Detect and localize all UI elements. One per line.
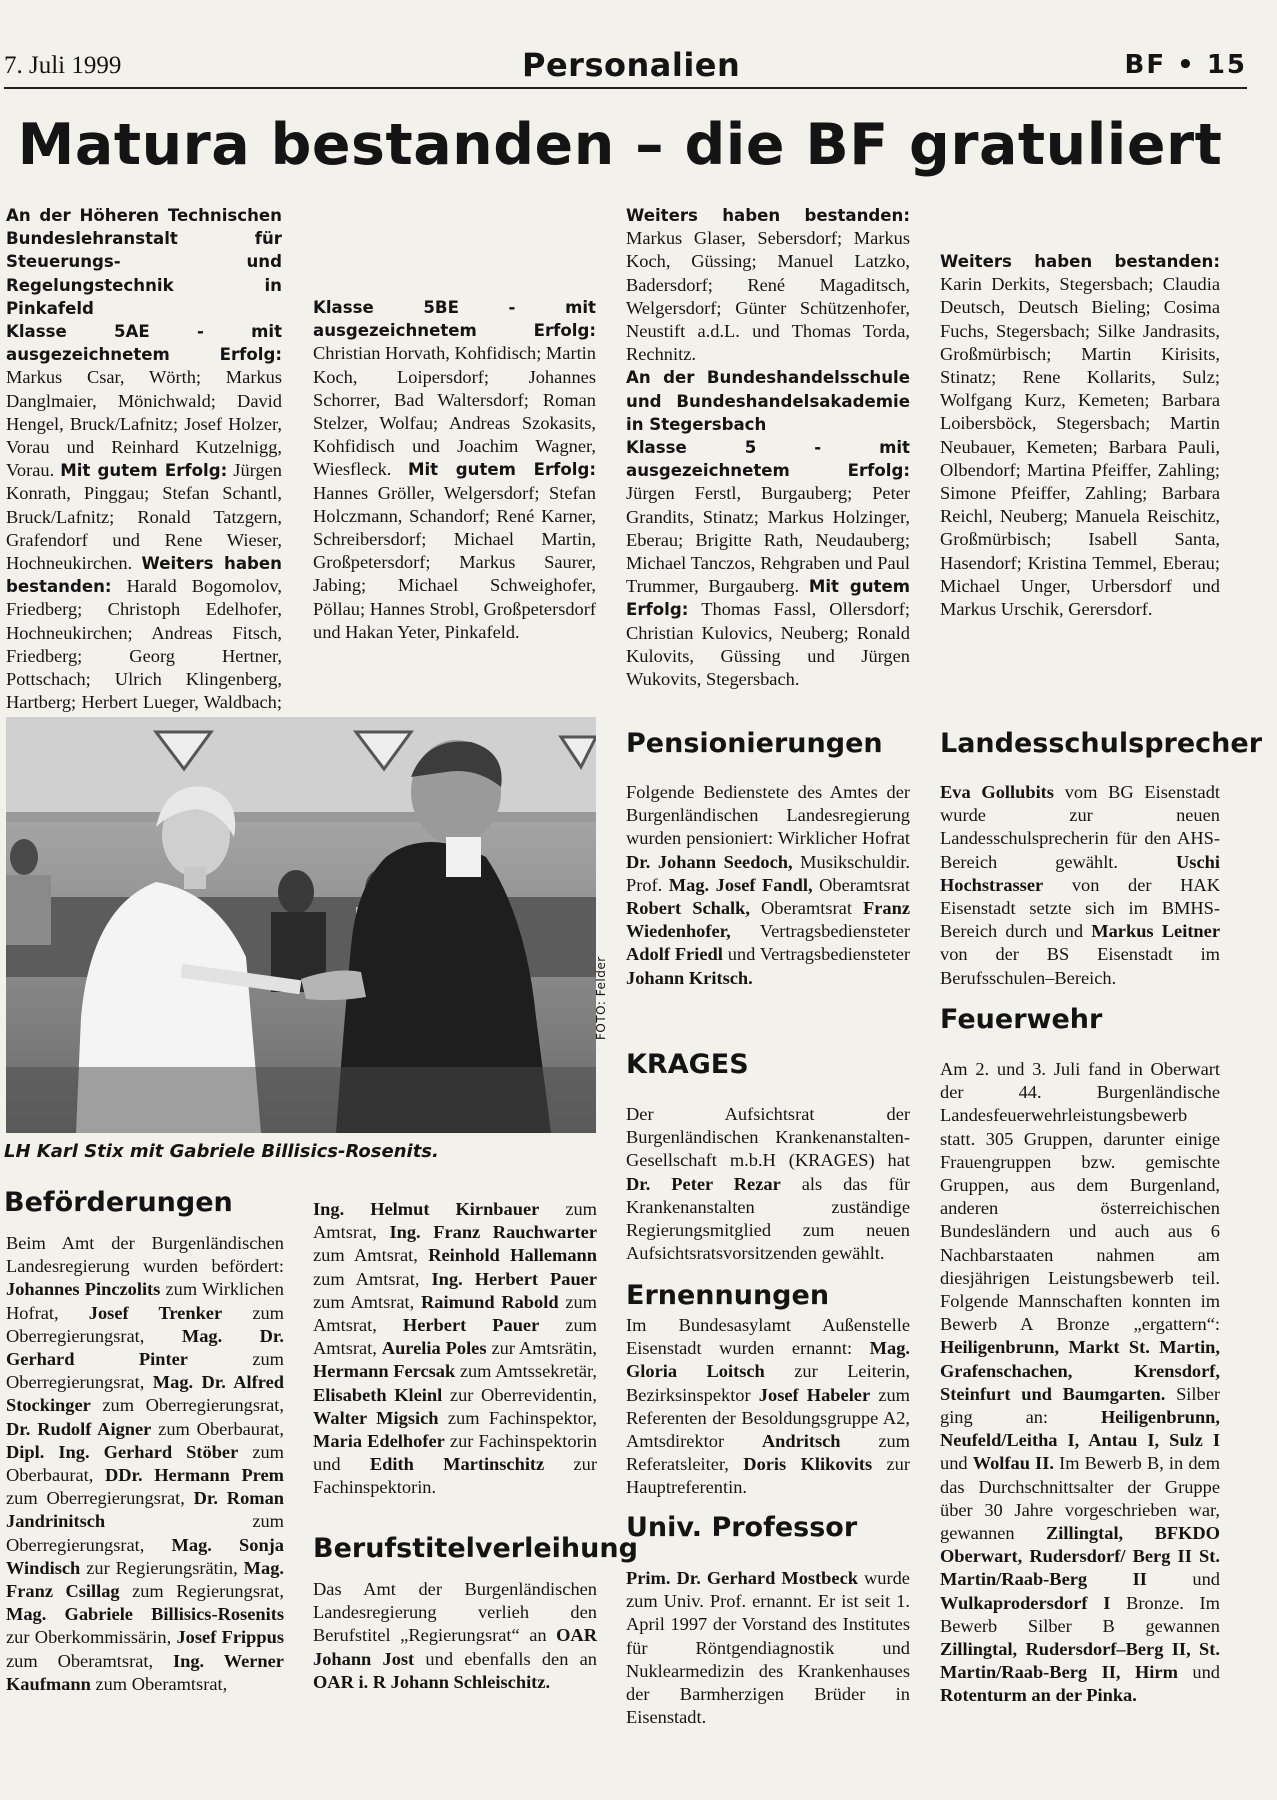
berufstitel-text-2: und ebenfalls den an xyxy=(425,1648,597,1669)
pension-text: Oberamtsrat xyxy=(761,898,852,919)
hak-class-5-label: Klasse 5 - mit ausgezeichnetem Erfolg: xyxy=(626,438,910,481)
ernennungen-text xyxy=(626,1314,910,1500)
pension-name: Dr. Johann Seedoch, xyxy=(626,851,793,872)
promoted-name: DDr. Hermann Prem xyxy=(104,1465,284,1486)
promoted-rank: zum Fachinspektor, xyxy=(447,1407,597,1428)
promoted-name: Raimund Rabold xyxy=(421,1291,559,1312)
feuerwehr-teams: Zillingtal, BFKDO Oberwart, Rudersdorf/ Berg II St. Martin/Raab-Berg II xyxy=(940,1523,1220,1590)
ernennung-name: Doris Klikovits xyxy=(743,1454,873,1475)
promoted-name: Dr. Roman Jandrinitsch xyxy=(6,1488,285,1532)
promoted-name: Mag. Dr. Alfred Stockinger xyxy=(6,1372,284,1416)
promoted-rank: zur Regierungsrätin, xyxy=(86,1557,238,1578)
heading-landesschulsprecher: Landesschulsprecher xyxy=(940,728,1263,759)
berufstitel-name-1: OAR Johann Jost xyxy=(313,1625,597,1669)
class-5ae-names: Markus Csar, Wörth; Markus Danglmaier, Mönichwald; David Hengel, Bruck/Lafnitz; Josef Holzer, Vorau und Reinhard Kutzelnigg, Vorau. xyxy=(6,367,282,481)
promoted-name: Mag. Sonja Windisch xyxy=(6,1534,284,1578)
promoted-rank: zum Oberamtsrat, xyxy=(95,1673,228,1694)
promoted-rank: zum Oberamtsrat, xyxy=(6,1650,154,1671)
befoerderungen-col-1 xyxy=(6,1232,284,1696)
photo-credit: FOTO: Felder xyxy=(594,956,608,1040)
issue-date: 7. Juli 1999 xyxy=(4,52,122,79)
feuerwehr-text: Bronze. Im Bewerb Silber B gewannen xyxy=(940,1592,1220,1636)
promoted-rank: zum Regierungsrat, xyxy=(132,1581,284,1602)
ernennung-text: zur Leiterin, Bezirksinspektor xyxy=(626,1361,910,1405)
krages-text xyxy=(626,1103,910,1265)
feuerwehr-text xyxy=(940,1058,1220,1708)
school-htl-intro: An der Höheren Technischen Bundeslehranstalt für Steuerungs- und Regelungstechnik in Pinkafeld xyxy=(6,206,282,318)
promoted-name: Elisabeth Kleinl xyxy=(313,1384,443,1405)
promoted-rank: zum Oberregierungsrat, xyxy=(6,1488,185,1509)
berufstitel-text xyxy=(313,1578,597,1694)
hak-weiters-label: Weiters haben bestanden: xyxy=(940,252,1220,271)
krages-text-2: als das für Krankenanstalten zuständige Regierungsmitglied zum neuen Aufsichtsratsvorsitzenden gewählt. xyxy=(626,1173,910,1264)
feuerwehr-teams: Rotenturm an der Pinka. xyxy=(940,1685,1137,1706)
promoted-rank: zum Amtsrat, xyxy=(313,1268,420,1289)
class-5ae-weiters-label: Weiters haben bestanden: xyxy=(6,554,282,597)
schulsprecher-text: vom BG Eisenstadt wurde zur neuen Landesschulsprecherin für den AHS-Bereich gewählt. xyxy=(940,782,1220,872)
heading-pensionierungen: Pensionierungen xyxy=(626,728,883,759)
promoted-name: Dipl. Ing. Gerhard Stöber xyxy=(6,1441,239,1462)
schulsprecher-text: von der BS Eisenstadt im Berufsschulen–Bereich. xyxy=(940,944,1220,988)
promoted-name: Ing. Werner Kaufmann xyxy=(6,1650,284,1694)
pension-text: und Vertragsbediensteter xyxy=(727,944,910,965)
hak-class-5-names: Jürgen Ferstl, Burgauberg; Peter Grandits, Stinatz; Markus Holzinger, Eberau; Brigitte Rath, Neudauberg; Michael Tanczos, Rehgraben und Paul Trummer, Burgauberg. xyxy=(626,483,910,597)
heading-befoerderungen: Beförderungen xyxy=(4,1187,233,1218)
class-5ae-gut-label: Mit gutem Erfolg: xyxy=(60,461,228,481)
heading-krages: KRAGES xyxy=(626,1049,749,1080)
feuerwehr-text: und xyxy=(1192,1662,1220,1683)
promoted-rank: zum Amtsrat, xyxy=(313,1199,597,1243)
pension-text: Musikschuldir. Prof. xyxy=(626,851,910,895)
award-photo xyxy=(6,717,596,1133)
promoted-name: Mag. Franz Csillag xyxy=(6,1557,284,1602)
class-5be-weiters-label: Weiters haben bestanden: xyxy=(626,206,910,225)
feuerwehr-text: Am 2. und 3. Juli fand in Oberwart der 44. Burgenländische Landesfeuerwehrleistungsbewerb statt. 305 Gruppen, darunter einige Frauengruppen bzw. gemischte Gruppen, aus dem Burgenland, anderen österreichischen Bundesländern und auch aus 6 Nachbarstaaten nahmen am diesjährigen Leistungsbewerb teil. Folgende Mannschaften konnten im Bewerb A Bronze „ergattern“: xyxy=(940,1059,1220,1335)
befoerderungen-col-2 xyxy=(313,1198,597,1500)
pension-name: Robert Schalk, xyxy=(626,898,750,919)
article-column-4 xyxy=(940,250,1220,621)
promoted-name: Josef Frippus xyxy=(176,1627,284,1648)
pension-name: Adolf Friedl xyxy=(626,944,723,965)
schulsprecher-name: Markus Leitner xyxy=(1091,921,1220,942)
pensionierungen-text xyxy=(626,781,910,990)
promoted-rank: zum Amtsrat, xyxy=(313,1315,597,1359)
promoted-rank: zur Fachinspektorin. xyxy=(313,1454,597,1498)
school-hak-intro: An der Bundeshandelsschule und Bundeshandelsakademie in Stegersbach xyxy=(626,368,910,434)
promoted-name: Ing. Helmut Kirnbauer xyxy=(313,1199,540,1219)
promoted-rank: zum Amtsrat, xyxy=(313,1245,418,1266)
class-5be-gut-names: Hannes Gröller, Welgersdorf; Stefan Holczmann, Schandorf; René Karner, Schreibersdorf; Michael Martin, Großpetersdorf; Markus Saurer, Jabing; Michael Schweighofer, Pöllau; Hannes Strobl, Großpetersdorf und Hakan Yeter, Pinkafeld. xyxy=(313,482,596,642)
befoerderungen-intro: Beim Amt der Burgenländischen Landesregierung wurden befördert: xyxy=(6,1233,284,1277)
pension-name: Johann Kritsch. xyxy=(626,967,753,988)
promoted-rank: zum Oberbaurat, xyxy=(6,1441,284,1486)
krages-text-1: Der Aufsichtsrat der Burgenländischen Krankenanstalten-Gesellschaft m.b.H (KRAGES) hat xyxy=(626,1104,910,1171)
ernennung-text: zum Referenten der Besoldungsgruppe A2, Amtsdirektor xyxy=(626,1384,910,1452)
promoted-rank: zum Amtsrat, xyxy=(313,1291,597,1336)
professor-description: wurde zum Univ. Prof. ernannt. Er ist seit 1. April 1997 der Vorstand des Institutes für Röntgendiagnostik und Nuklearmedizin des Krankenhauses der Barmherzigen Brüder in Eisenstadt. xyxy=(626,1568,910,1728)
promoted-rank: zur Fachinspektorin und xyxy=(313,1431,597,1475)
promoted-rank: zur Oberrevidentin, xyxy=(449,1384,597,1405)
feuerwehr-teams: Wolfau II. xyxy=(972,1453,1054,1474)
krages-name: Dr. Peter Rezar xyxy=(626,1173,781,1194)
class-5ae-weiters-names: Harald Bogomolov, Friedberg; Christoph Edelhofer, Hochneukirchen; Andreas Fitsch, Friedberg; Georg Hertner, Pottschach; Ulrich Klingenberg, Hartberg; Herbert Lueger, Waldbach; xyxy=(6,576,282,713)
hak-gut-names: Thomas Fassl, Ollersdorf; Christian Kulovics, Neuberg; Ronald Kulovits, Güssing und Jürgen Wukovits, Stegersbach. xyxy=(626,599,910,690)
pension-text: Oberamtsrat xyxy=(819,874,910,895)
promoted-rank: zum Oberregierungsrat, xyxy=(6,1302,284,1346)
heading-berufstitel: Berufstitelverleihung xyxy=(313,1533,638,1564)
promoted-name: Mag. Dr. Gerhard Pinter xyxy=(6,1325,284,1370)
promoted-rank: zum Amtssekretär, xyxy=(459,1361,597,1382)
ernennung-text: zur Hauptreferentin. xyxy=(626,1454,910,1498)
berufstitel-text-1: Das Amt der Burgenländischen Landesregierung verlieh den Berufstitel „Regierungsrat“ an xyxy=(313,1579,597,1646)
feuerwehr-text: Silber ging an: xyxy=(940,1383,1220,1428)
feuerwehr-teams: Wulkaprodersdorf I xyxy=(940,1592,1111,1613)
promoted-rank: zum Amtsrat, xyxy=(313,1291,415,1312)
feuerwehr-teams: Heiligenbrunn, Neufeld/Leitha I, Antau I, Sulz I xyxy=(940,1407,1220,1451)
promoted-rank: zur Amtsrätin, xyxy=(491,1338,598,1359)
class-5be-names: Christian Horvath, Kohfidisch; Martin Koch, Loipersdorf; Johannes Schorrer, Bad Waltersdorf; Roman Stelzer, Wolfau; Andreas Szokasits, Kohfidisch und Joachim Wagner, Wiesfleck. xyxy=(313,343,596,480)
article-column-2 xyxy=(313,296,596,644)
promoted-name: Edith Martinschitz xyxy=(369,1454,545,1475)
photo-caption: LH Karl Stix mit Gabriele Billisics-Rosenits. xyxy=(4,1141,439,1162)
ernennung-name: Andritsch xyxy=(761,1431,841,1452)
promoted-rank: zum Oberregierungsrat, xyxy=(6,1511,284,1555)
hak-gut-label: Mit gutem Erfolg: xyxy=(626,577,910,620)
article-column-1 xyxy=(6,204,282,784)
promoted-name: Mag. Gabriele Billisics-Rosenits xyxy=(6,1604,284,1625)
ernennung-text: Im Bundesasylamt Außenstelle Eisenstadt wurden ernannt: xyxy=(626,1315,910,1359)
section-title: Personalien xyxy=(522,46,741,84)
feuerwehr-teams: Zillingtal, Rudersdorf–Berg II, St. Martin/Raab-Berg II, Hirm xyxy=(940,1639,1220,1683)
ernennung-name: Josef Habeler xyxy=(758,1384,871,1405)
landesschulsprecher-text xyxy=(940,781,1220,990)
promoted-name: Johannes Pinczolits xyxy=(6,1279,161,1300)
article-column-3 xyxy=(626,204,910,691)
berufstitel-name-2: OAR i. R Johann Schleischitz. xyxy=(313,1671,551,1692)
heading-professor: Univ. Professor xyxy=(626,1512,858,1543)
schulsprecher-name: Uschi Hochstrasser xyxy=(940,851,1220,895)
promoted-name: Reinhold Hallemann xyxy=(428,1245,597,1266)
feuerwehr-text: und xyxy=(1192,1569,1220,1590)
heading-feuerwehr: Feuerwehr xyxy=(940,1004,1103,1035)
promoted-name: Josef Trenker xyxy=(88,1302,223,1323)
promoted-name: Ing. Franz Rauchwarter xyxy=(389,1222,597,1243)
promoted-rank: zur Oberkommissärin, xyxy=(6,1627,172,1648)
feuerwehr-text: Im Bewerb B, in dem das Durchschnittsalter der Gruppe über 30 Jahre vorgeschrieben war, gewannen xyxy=(940,1453,1221,1544)
feuerwehr-text: und xyxy=(940,1453,968,1474)
promoted-name: Aurelia Poles xyxy=(381,1338,487,1359)
professor-name: Prim. Dr. Gerhard Mostbeck xyxy=(626,1568,858,1588)
photo-illustration xyxy=(6,717,596,1133)
ernennung-name: Mag. Gloria Loitsch xyxy=(626,1338,910,1382)
promoted-name: Hermann Fercsak xyxy=(313,1361,456,1382)
page-number: BF • 15 xyxy=(1124,50,1247,80)
heading-ernennungen: Ernennungen xyxy=(626,1280,830,1311)
class-5ae-gut-names: Jürgen Konrath, Pinggau; Stefan Schantl, Bruck/Lafnitz; Ronald Tatzgern, Grafendorf und Rene Wieser, Hochneukirchen. xyxy=(6,460,282,574)
professor-text xyxy=(626,1567,910,1729)
schulsprecher-text: von der HAK Eisenstadt setzte sich im BMHS-Bereich durch und xyxy=(940,874,1220,942)
hak-weiters-names: Karin Derkits, Stegersbach; Claudia Deutsch, Deutsch Bieling; Cosima Fuchs, Stegersbach; Silke Jandrasits, Großmürbisch; Martin Kirisits, Stinatz; Rene Kollarits, Sulz; Wolfgang Kurz, Kemeten; Barbara Loibersböck, Stegersbach; Martin Neubauer, Kemeten; Barbara Pauli, Olbendorf; Martina Pfeiffer, Zahling; Simone Pfeiffer, Zahling; Barbara Reichl, Neuberg; Manuela Reischitz, Großmürbisch; Isabell Santa, Hasendorf; Kristina Temmel, Eberau; Michael Unger, Urbersdorf und Markus Urschik, Gerersdorf. xyxy=(940,274,1220,620)
feuerwehr-teams: Heiligenbrunn, Markt St. Martin, Grafenschachen, Krensdorf, Steinfurt und Baumgarten. xyxy=(940,1337,1220,1404)
promoted-rank: zum Wirklichen Hofrat, xyxy=(6,1279,284,1323)
schulsprecher-name: Eva Gollubits xyxy=(940,782,1054,802)
promoted-rank: zum Oberregierungsrat, xyxy=(6,1349,284,1393)
pension-text: Folgende Bedienstete des Amtes der Burgenländischen Landesregierung wurden pensioniert: Wirklicher Hofrat xyxy=(626,782,910,849)
promoted-rank: zum Oberregierungsrat, xyxy=(102,1395,284,1416)
header-rule xyxy=(4,87,1247,89)
pension-text: Vertragsbediensteter xyxy=(759,921,910,942)
pension-name: Mag. Josef Fandl, xyxy=(668,874,813,895)
promoted-name: Dr. Rudolf Aigner xyxy=(6,1418,152,1439)
pension-name: Franz Wiedenhofer, xyxy=(626,898,910,942)
class-5be-weiters-names: Markus Glaser, Sebersdorf; Markus Koch, Güssing; Manuel Latzko, Badersdorf; René Magaditsch, Welgersdorf; Günter Schützenhofer, Neustift a.d.L. und Thomas Torda, Rechnitz. xyxy=(626,228,910,365)
promoted-rank: zum Oberbaurat, xyxy=(158,1418,284,1439)
class-5ae-label: Klasse 5AE - mit ausgezeichnetem Erfolg: xyxy=(6,322,282,365)
class-5be-label: Klasse 5BE - mit ausgezeichnetem Erfolg: xyxy=(313,298,596,341)
promoted-name: Walter Migsich xyxy=(313,1407,439,1428)
promoted-name: Maria Edelhofer xyxy=(313,1431,445,1452)
promoted-name: Herbert Pauer xyxy=(402,1315,540,1336)
promoted-name: Ing. Herbert Pauer xyxy=(431,1268,597,1289)
headline: Matura bestanden – die BF gratuliert xyxy=(17,112,1223,178)
class-5be-gut-label: Mit gutem Erfolg: xyxy=(407,460,596,480)
ernennung-text: zum Referatsleiter, xyxy=(626,1431,910,1475)
